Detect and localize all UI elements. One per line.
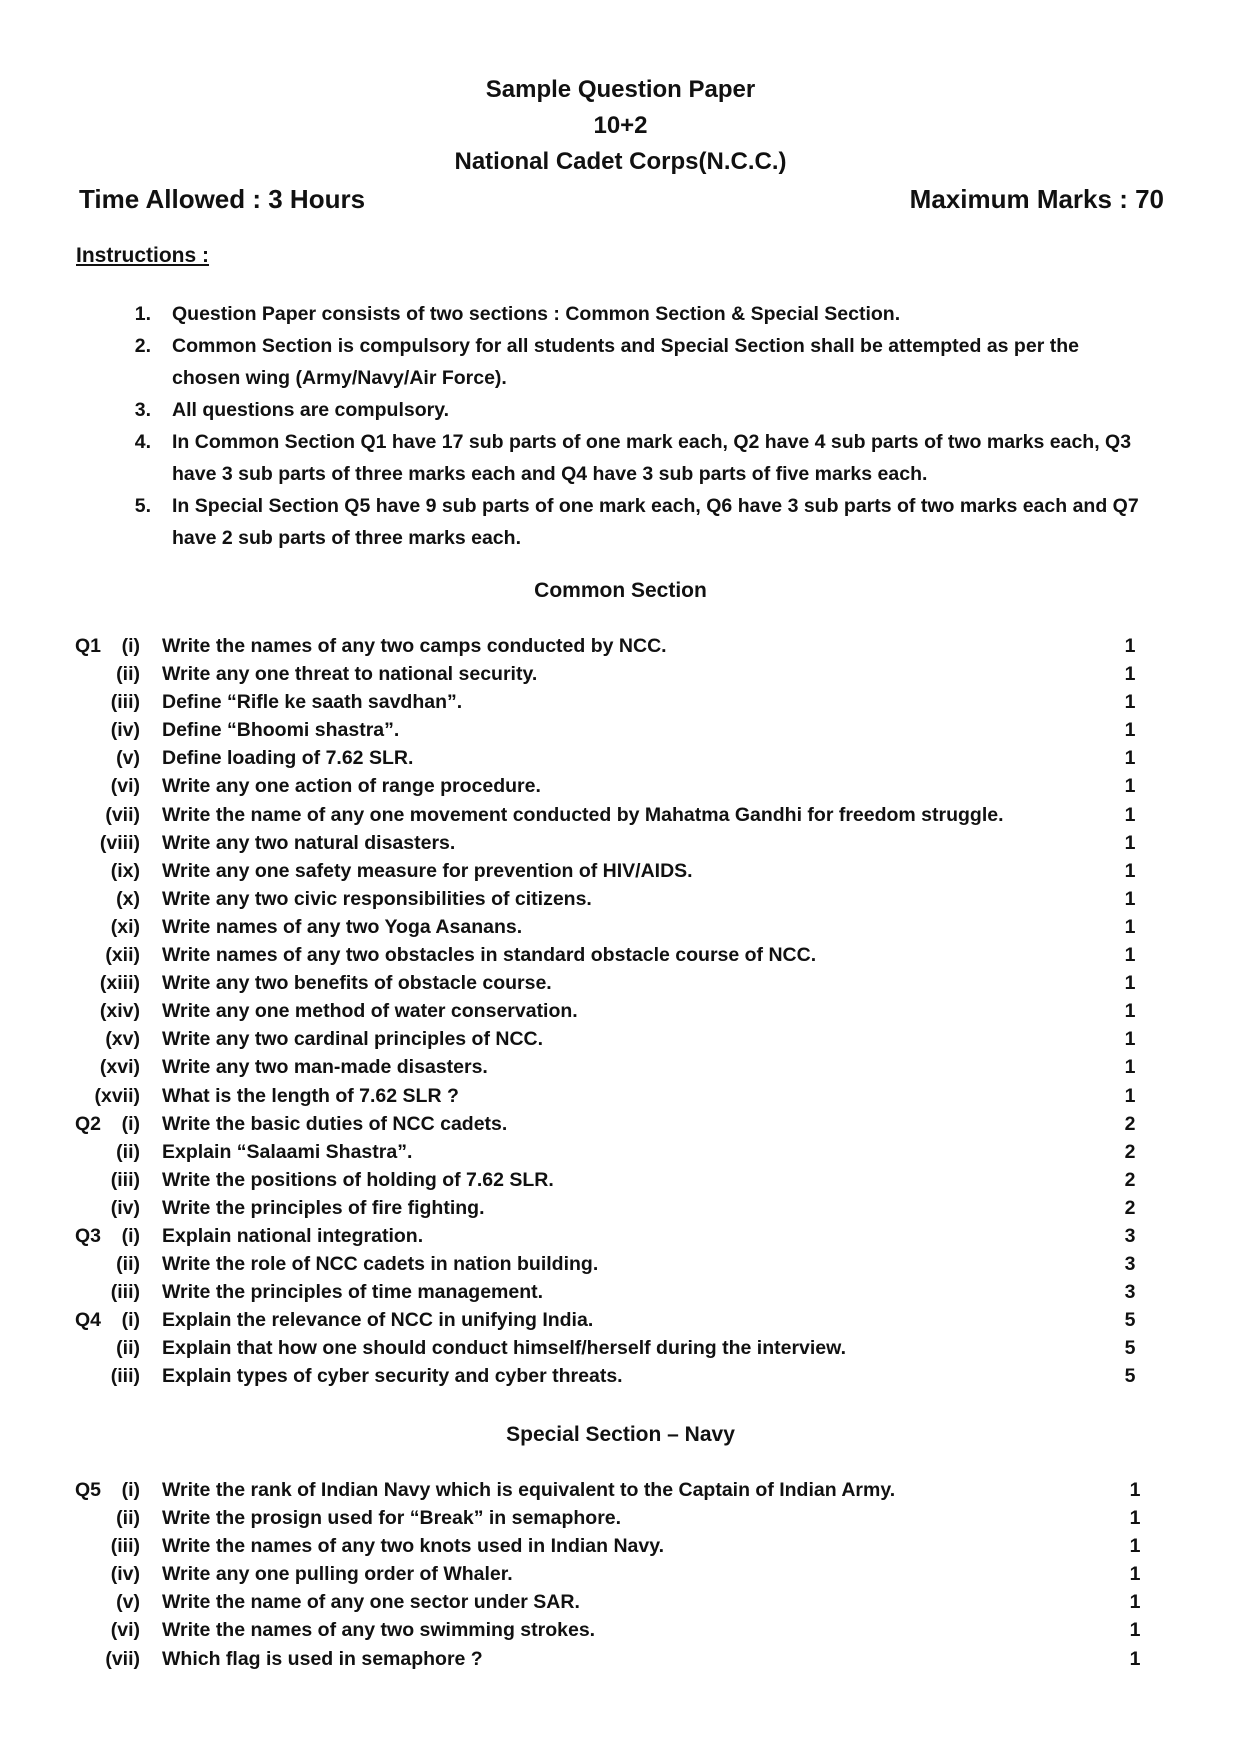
question-subpart: (iii): [110, 1365, 140, 1388]
question-row: [0, 1532, 1241, 1560]
question-row: [0, 1306, 1241, 1334]
question-number: Q3: [75, 1224, 102, 1247]
question-row: [0, 772, 1241, 800]
paper-title: Sample Question Paper: [485, 76, 756, 103]
instruction-text: Question Paper consists of two sections : Common Section & Special Section.: [172, 303, 901, 325]
instruction-item: [96, 426, 1146, 490]
question-text: Write any one pulling order of Whaler.: [162, 1563, 513, 1586]
question-row: [0, 1138, 1241, 1166]
question-row: [0, 969, 1241, 997]
question-subpart: (v): [116, 747, 140, 770]
question-row: [0, 997, 1241, 1025]
question-marks: 2: [1124, 1196, 1136, 1219]
question-text: Write any two natural disasters.: [162, 831, 456, 854]
question-row: [0, 1362, 1241, 1390]
question-subpart: (ii): [116, 1507, 140, 1530]
question-subpart: (ix): [110, 859, 140, 882]
question-subpart: (xv): [105, 1028, 140, 1051]
question-row: [0, 1645, 1241, 1673]
instruction-number: 2.: [134, 335, 151, 357]
question-text: Write any one threat to national security.: [162, 663, 538, 686]
question-number: Q4: [75, 1309, 102, 1332]
question-text: Write the names of any two swimming strokes.: [162, 1619, 596, 1642]
question-subpart: (i): [121, 1112, 140, 1135]
question-text: Write the name of any one sector under SAR.: [162, 1591, 580, 1614]
question-subpart: (vii): [105, 803, 140, 826]
question-marks: 1: [1129, 1619, 1141, 1642]
instruction-item: [96, 490, 1146, 554]
instructions-heading: Instructions :: [76, 244, 210, 267]
question-marks: 2: [1124, 1112, 1136, 1135]
paper-subject: National Cadet Corps(N.C.C.): [454, 148, 787, 175]
question-text: Explain that how one should conduct himself/herself during the interview.: [162, 1337, 847, 1360]
question-subpart: (xii): [105, 944, 140, 967]
question-subpart: (iii): [110, 1168, 140, 1191]
question-row: [0, 1560, 1241, 1588]
maximum-marks: Maximum Marks : 70: [909, 184, 1164, 214]
question-marks: 1: [1124, 972, 1136, 995]
question-text: Write names of any two obstacles in standard obstacle course of NCC.: [162, 944, 817, 967]
question-row: [0, 1278, 1241, 1306]
instruction-item: [96, 394, 1146, 426]
question-text: Write any one safety measure for prevention of HIV/AIDS.: [162, 859, 693, 882]
question-marks: 1: [1124, 1028, 1136, 1051]
question-marks: 2: [1124, 1168, 1136, 1191]
question-marks: 5: [1124, 1309, 1136, 1332]
special-section-heading: Special Section – Navy: [506, 1423, 735, 1446]
question-row: [0, 1476, 1241, 1504]
question-subpart: (iv): [110, 1196, 140, 1219]
question-marks: 1: [1124, 775, 1136, 798]
question-row: [0, 801, 1241, 829]
question-marks: 1: [1129, 1507, 1141, 1530]
question-marks: 1: [1129, 1647, 1141, 1670]
question-marks: 1: [1129, 1535, 1141, 1558]
instruction-number: 5.: [134, 495, 151, 517]
question-row: [0, 1588, 1241, 1616]
question-row: [0, 1053, 1241, 1081]
question-row: [0, 829, 1241, 857]
instruction-text: In Common Section Q1 have 17 sub parts of one mark each, Q2 have 4 sub parts of two marks each, Q3 have 3 sub parts of three marks each and Q4 have 3 sub parts of five marks each.: [172, 431, 1132, 485]
question-marks: 3: [1124, 1281, 1136, 1304]
question-subpart: (ii): [116, 663, 140, 686]
question-text: Write any two man-made disasters.: [162, 1056, 488, 1079]
special-question-list: [0, 1476, 1241, 1673]
question-text: Define “Rifle ke saath savdhan”.: [162, 691, 463, 714]
question-text: Write the principles of time management.: [162, 1281, 544, 1304]
instruction-item: [96, 330, 1146, 394]
question-marks: 1: [1124, 831, 1136, 854]
question-row: [0, 1025, 1241, 1053]
time-allowed: Time Allowed : 3 Hours: [79, 184, 366, 214]
question-marks: 5: [1124, 1365, 1136, 1388]
question-marks: 3: [1124, 1253, 1136, 1276]
question-subpart: (i): [121, 1224, 140, 1247]
question-text: Write any two civic responsibilities of citizens.: [162, 887, 592, 910]
instructions-list: [96, 298, 1146, 554]
question-text: Write the role of NCC cadets in nation building.: [162, 1253, 599, 1276]
question-row: [0, 1110, 1241, 1138]
question-subpart: (xi): [110, 915, 140, 938]
question-row: [0, 913, 1241, 941]
question-marks: 3: [1124, 1224, 1136, 1247]
common-question-list: [0, 632, 1241, 1391]
question-row: [0, 632, 1241, 660]
question-text: Explain national integration.: [162, 1224, 424, 1247]
question-subpart: (xvi): [99, 1056, 140, 1079]
question-marks: 1: [1124, 663, 1136, 686]
question-subpart: (xiv): [99, 1000, 140, 1023]
instruction-number: 1.: [134, 303, 151, 325]
question-subpart: (xvii): [94, 1084, 140, 1107]
question-subpart: (ii): [116, 1140, 140, 1163]
question-text: Write any one method of water conservation.: [162, 1000, 578, 1023]
question-text: Write the name of any one movement conducted by Mahatma Gandhi for freedom struggle.: [162, 803, 1004, 826]
question-marks: 1: [1124, 859, 1136, 882]
question-text: Write any one action of range procedure.: [162, 775, 541, 798]
question-row: [0, 1166, 1241, 1194]
question-marks: 1: [1124, 887, 1136, 910]
instruction-text: Common Section is compulsory for all students and Special Section shall be attempted as per the chosen wing (Army/Navy/Air Force).: [172, 335, 1079, 389]
question-subpart: (x): [116, 887, 140, 910]
question-text: Write the rank of Indian Navy which is equivalent to the Captain of Indian Army.: [162, 1479, 896, 1501]
question-subpart: (vii): [105, 1647, 140, 1670]
question-subpart: (i): [121, 1479, 140, 1501]
question-marks: 1: [1124, 1000, 1136, 1023]
question-subpart: (viii): [99, 831, 140, 854]
question-subpart: (iv): [110, 719, 140, 742]
question-text: Write the positions of holding of 7.62 SLR.: [162, 1168, 554, 1191]
question-marks: 2: [1124, 1140, 1136, 1163]
instruction-item: [96, 298, 1146, 330]
question-marks: 1: [1129, 1591, 1141, 1614]
question-row: [0, 1082, 1241, 1110]
common-section-heading: Common Section: [534, 579, 707, 602]
question-number: Q1: [75, 635, 102, 657]
question-text: Write the names of any two camps conducted by NCC.: [162, 635, 667, 657]
question-row: [0, 857, 1241, 885]
question-row: [0, 1222, 1241, 1250]
question-text: Write any two benefits of obstacle course.: [162, 972, 552, 995]
question-text: Explain types of cyber security and cyber threats.: [162, 1365, 623, 1388]
question-marks: 1: [1124, 719, 1136, 742]
question-marks: 1: [1124, 635, 1136, 657]
question-text: Write the basic duties of NCC cadets.: [162, 1112, 508, 1135]
instruction-text: All questions are compulsory.: [172, 399, 450, 421]
question-marks: 1: [1124, 747, 1136, 770]
question-text: Write the principles of fire fighting.: [162, 1196, 485, 1219]
question-marks: 1: [1124, 915, 1136, 938]
question-subpart: (xiii): [99, 972, 140, 995]
question-text: Write the names of any two knots used in Indian Navy.: [162, 1535, 665, 1558]
question-row: [0, 885, 1241, 913]
question-marks: 1: [1124, 1056, 1136, 1079]
question-row: [0, 660, 1241, 688]
question-marks: 1: [1124, 691, 1136, 714]
question-marks: 1: [1124, 944, 1136, 967]
question-row: [0, 744, 1241, 772]
question-row: [0, 688, 1241, 716]
question-text: Which flag is used in semaphore ?: [162, 1647, 483, 1670]
question-row: [0, 1194, 1241, 1222]
question-text: Write the prosign used for “Break” in semaphore.: [162, 1507, 622, 1530]
question-subpart: (iv): [110, 1563, 140, 1586]
question-subpart: (iii): [110, 691, 140, 714]
instruction-number: 4.: [134, 431, 151, 453]
question-row: [0, 1334, 1241, 1362]
question-number: Q5: [75, 1479, 102, 1501]
question-subpart: (i): [121, 1309, 140, 1332]
question-row: [0, 716, 1241, 744]
question-number: Q2: [75, 1112, 102, 1135]
question-text: What is the length of 7.62 SLR ?: [162, 1084, 459, 1107]
question-row: [0, 1250, 1241, 1278]
question-subpart: (v): [116, 1591, 140, 1614]
question-text: Explain “Salaami Shastra”.: [162, 1140, 413, 1163]
question-subpart: (i): [121, 635, 140, 657]
question-subpart: (vi): [110, 775, 140, 798]
paper-class: 10+2: [593, 112, 648, 139]
question-text: Define “Bhoomi shastra”.: [162, 719, 400, 742]
question-subpart: (ii): [116, 1337, 140, 1360]
instruction-number: 3.: [134, 399, 151, 421]
question-row: [0, 1616, 1241, 1644]
question-text: Write any two cardinal principles of NCC.: [162, 1028, 544, 1051]
instruction-text: In Special Section Q5 have 9 sub parts of one mark each, Q6 have 3 sub parts of two marks each and Q7 have 2 sub parts of three marks each.: [172, 495, 1139, 549]
question-row: [0, 1504, 1241, 1532]
question-marks: 1: [1124, 1084, 1136, 1107]
question-subpart: (iii): [110, 1281, 140, 1304]
question-subpart: (iii): [110, 1535, 140, 1558]
question-text: Explain the relevance of NCC in unifying India.: [162, 1309, 594, 1332]
question-marks: 1: [1129, 1479, 1141, 1501]
question-text: Write names of any two Yoga Asanans.: [162, 915, 523, 938]
question-subpart: (ii): [116, 1253, 140, 1276]
question-subpart: (vi): [110, 1619, 140, 1642]
question-text: Define loading of 7.62 SLR.: [162, 747, 414, 770]
question-marks: 5: [1124, 1337, 1136, 1360]
question-marks: 1: [1124, 803, 1136, 826]
question-row: [0, 941, 1241, 969]
question-marks: 1: [1129, 1563, 1141, 1586]
